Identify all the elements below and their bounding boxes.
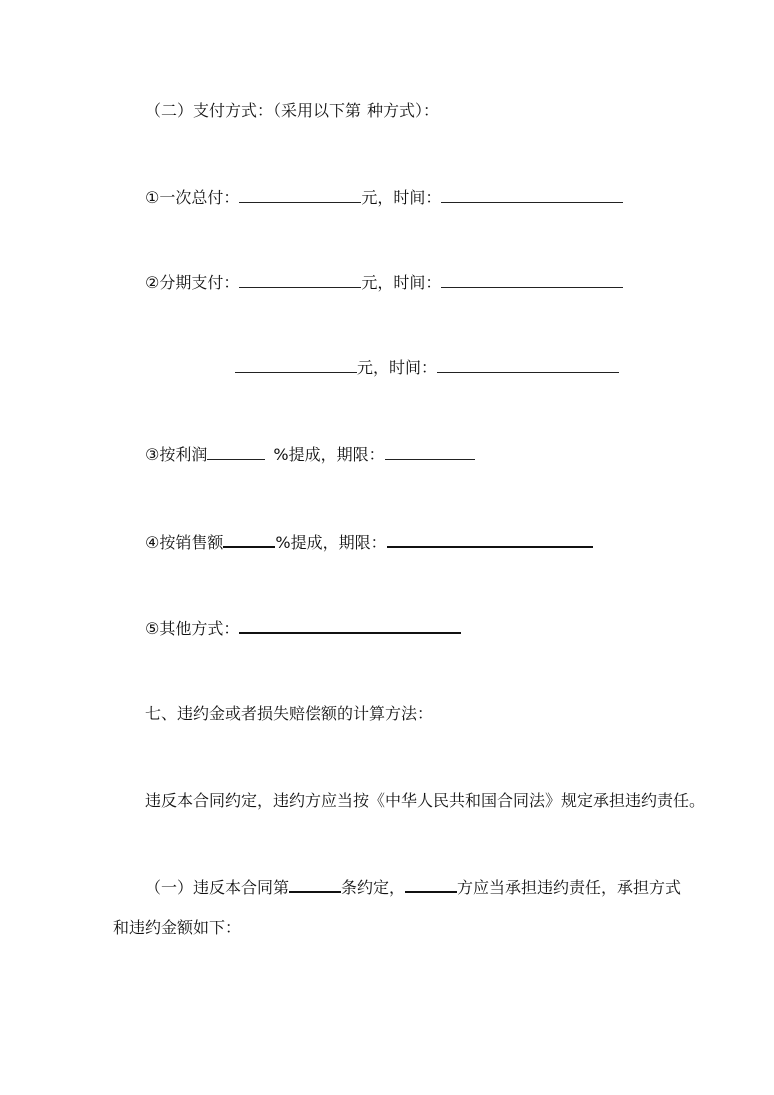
other-row: [145, 618, 461, 639]
installment-row: [145, 273, 623, 293]
installment-amount-blank[interactable]: [239, 273, 361, 288]
other-method-blank[interactable]: [239, 618, 461, 634]
payment-heading-text-b: 种方式）：: [367, 101, 440, 120]
section7-item1-line2: 和违约金额如下：: [113, 918, 242, 937]
payment-heading-text-a: （二）支付方式：（采用以下第: [145, 101, 362, 120]
section7-item1: [145, 877, 681, 898]
sales-row: [145, 532, 593, 553]
profit-label: ③按利润: [145, 445, 208, 464]
sales-percent-blank[interactable]: [223, 532, 275, 548]
item1-party-blank[interactable]: [405, 877, 457, 893]
installment-unit: 元，时间：: [361, 273, 442, 292]
sales-label: ④按销售额: [145, 533, 224, 552]
installment-label: ②分期支付：: [145, 273, 240, 292]
sales-tail: %提成，期限：: [275, 533, 387, 552]
section7-body: 违反本合同约定，违约方应当按《中华人民共和国合同法》规定承担违约责任。: [145, 791, 706, 810]
lump-sum-label: ①一次总付：: [145, 188, 240, 207]
installment-2-amount-blank[interactable]: [235, 358, 357, 373]
item1-part3: 方应当承担违约责任，承担方式: [457, 878, 682, 897]
lump-sum-unit: 元，时间：: [361, 188, 442, 207]
other-label: ⑤其他方式：: [145, 619, 240, 638]
profit-percent-blank[interactable]: [207, 445, 265, 460]
profit-row: [145, 445, 475, 465]
item1-article-blank[interactable]: [289, 877, 341, 893]
installment-time-blank[interactable]: [441, 273, 623, 288]
lump-sum-row: [145, 188, 623, 208]
installment-2-time-blank[interactable]: [437, 358, 619, 373]
installment-row-2: [235, 358, 619, 378]
item1-part1: （一）违反本合同第: [145, 878, 290, 897]
lump-sum-amount-blank[interactable]: [239, 188, 361, 203]
section7-title: 七、违约金或者损失赔偿额的计算方法：: [145, 704, 434, 723]
payment-heading: [145, 101, 439, 121]
sales-term-blank[interactable]: [387, 532, 593, 548]
profit-tail: %提成，期限：: [273, 445, 385, 464]
lump-sum-time-blank[interactable]: [441, 188, 623, 203]
installment-2-unit: 元，时间：: [357, 358, 438, 377]
item1-part2: 条约定，: [341, 878, 406, 897]
profit-term-blank[interactable]: [385, 445, 475, 460]
